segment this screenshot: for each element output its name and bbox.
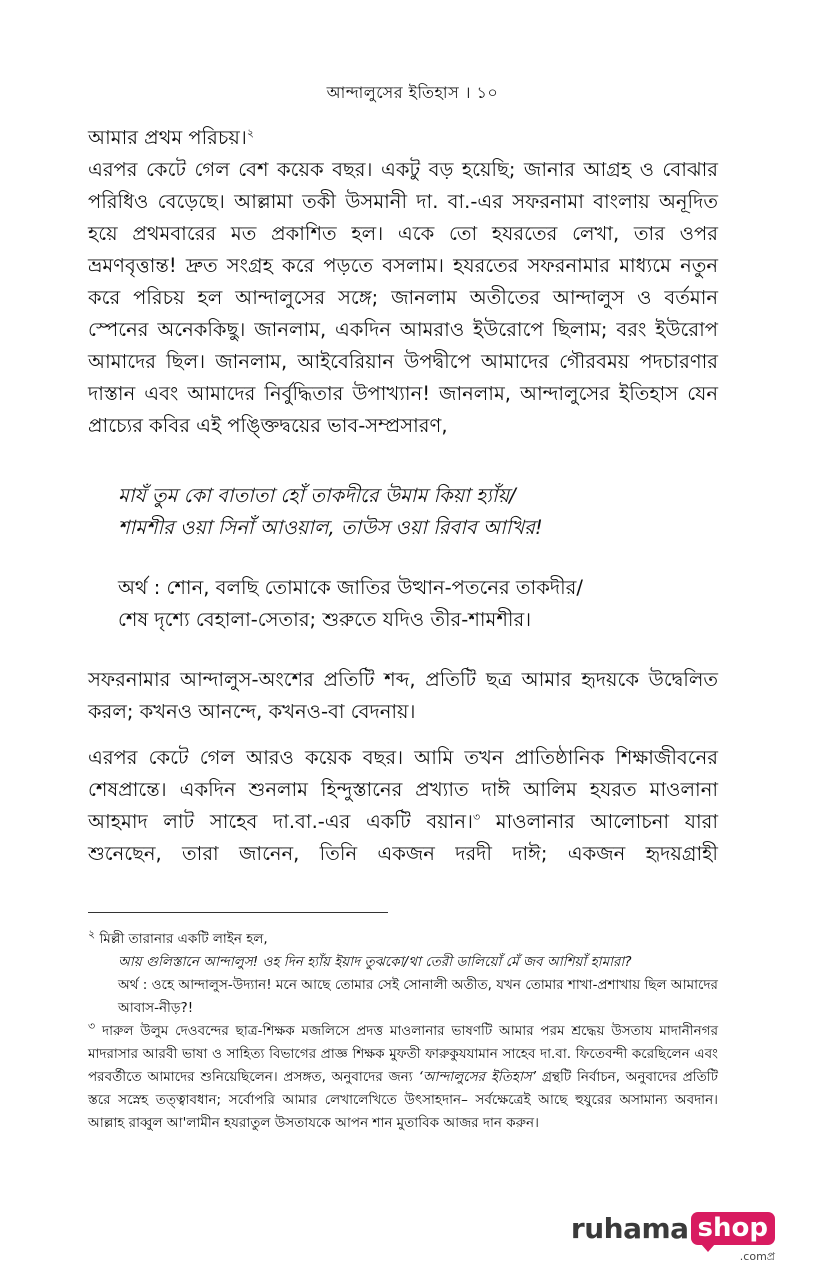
paragraph-safarnama: এরপর কেটে গেল বেশ কয়েক বছর। একটু বড় হয়েছি; জানার আগ্রহ ও বোঝার পরিধিও বেড়েছে। আল্লামা তকী উসমানী দা. বা.-এর সফরনামা বাংলায় অনূদিত হয়ে প্রথমবারের মত প্রকাশিত হল। একে তো হযরতের লেখা, তার ওপর ভ্রমণবৃত্তান্ত! দ্রুত সংগ্রহ করে পড়তে বসলাম। হযরতের সফরনামার মাধ্যমে নতুন করে পরিচয় হল আন্দালুসের সঙ্গে; জানলাম অতীতের আন্দালুস ও বর্তমান স্পেনের অনেককিছু। জানলাম, একদিন আমরাও ইউরোপে ছিলাম; বরং ইউরোপ আমাদের ছিল। জানলাম, আইবেরিয়ান উপদ্বীপে আমাদের গৌরবময় পদচারণার দাস্তান এবং আমাদের নির্বুদ্ধিতার উপাখ্যান! জানলাম, আন্দালুসের ইতিহাস যেন প্রাচ্যের কবির এই পঙ্ক্তিদ্বয়ের ভাব-সম্প্রসারণ, (88, 158, 718, 437)
footnote-2-translation: অর্থ : ওহে আন্দালুস-উদ্যান! মনে আছে তোমার সেই সোনালী অতীত, যখন তোমার শাখা-প্রশাখায় ছিল আমাদের আবাস-নীড়?! (118, 977, 718, 1016)
footnote-divider (88, 912, 388, 913)
verse-line-1: মাযঁ তুম কো বাতাতা হোঁ তাকদীরে উমাম কিয়া হ্যাঁয়/ (118, 484, 516, 507)
main-text (88, 122, 718, 870)
ruhamashop-logo (571, 1212, 775, 1262)
footnote-2-verse: আয় গুলিস্তানে আন্দালুস! ওহ দিন হ্যাঁয় ইয়াদ তুঝকো/থা তেরী ডালিয়োঁ মেঁ জব আশিয়াঁ হামারা? (118, 954, 632, 970)
translation-line-2: শেষ দৃশ্যে বেহালা-সেতার; শুরুতে যদিও তীর-শামশীর। (118, 608, 532, 631)
footnote-ref-2[interactable]: ২ (246, 126, 255, 140)
paragraph-text-cont: মাওলানার আলোচনা যারা শুনেছেন, তারা জানেন, তিনি একজন দরদী দাঈ; একজন হৃদয়গ্রাহী (88, 810, 718, 865)
footnote-3-text-cont: গ্রন্থটি নির্বাচন, অনুবাদের প্রতিটি স্তরে সস্নেহ তত্ত্বাবধান; সর্বোপরি আমার লেখালেখিতে উৎসাহদান– সর্বক্ষেত্রেই আছে হুযুরের অসামান্য অবদান। আল্লাহ রাব্বুল আ'লামীন হযরাতুল উসতাযকে আপন শান মুতাবিক আজর দান করুন। (88, 1069, 718, 1131)
logo-badge: shop (691, 1212, 775, 1245)
footnote-mark-3: ৩ (88, 1019, 96, 1033)
page-header: আন্দালুসের ইতিহাস । ১০ (326, 83, 499, 102)
footnote-3-text: দারুল উলুম দেওবন্দের ছাত্র-শিক্ষক মজলিসে প্রদত্ত মাওলানার ভাষণটি আমার পরম শ্রদ্ধেয় উসতায মাদানীনগর মাদরাসার আরবী ভাষা ও সাহিত্য বিভাগের প্রাজ্ঞ শিক্ষক মুফতী ফারুকুযযামান সাহেব দা.বা. ফিতেবন্দী করেছিলেন এবং পরবর্তীতে আমাদের শুনিয়েছিলেন। প্রসঙ্গত, অনুবাদের জন্য (88, 1023, 718, 1085)
footnote-2 (88, 928, 718, 951)
paragraph-bayan (88, 742, 718, 870)
translation-line-1: অর্থ : শোন, বলছি তোমাকে জাতির উত্থান-পতনের তাকদীর/ (118, 576, 583, 599)
footnote-ref-3[interactable]: ৩ (472, 810, 481, 824)
paragraph-text: এরপর কেটে গেল আরও কয়েক বছর। আমি তখন প্রাতিষ্ঠানিক শিক্ষাজীবনের শেষপ্রান্তে। একদিন শুনলাম হিন্দুস্তানের প্রখ্যাত দাঈ আলিম হযরত মাওলানা আহমাদ লাট সাহেব দা.বা.-এর একটি বয়ান। (88, 746, 718, 833)
verse-line-2: শামশীর ওয়া সিনাঁ আওয়াল, তাউস ওয়া রিবাব আখির! (118, 516, 543, 539)
logo-domain: .comপ্র (739, 1250, 775, 1263)
paragraph-text: আমার প্রথম পরিচয়। (88, 126, 247, 149)
paragraph-impact: সফরনামার আন্দালুস-অংশের প্রতিটি শব্দ, প্রতিটি ছত্র আমার হৃদয়কে উদ্বেলিত করল; কখনও আনন্দে, কখনও-বা বেদনায়। (88, 668, 718, 723)
paragraph-intro (88, 122, 718, 154)
footnotes (88, 928, 718, 1135)
footnote-2-text: মিল্লী তারানার একটি লাইন হল, (95, 931, 268, 947)
footnote-3 (88, 1020, 718, 1135)
footnote-mark-2: ২ (88, 927, 96, 941)
footnote-3-book-title: ‘আন্দালুসের ইতিহাস’ (418, 1069, 537, 1085)
logo-wordmark: ruhama (570, 1212, 689, 1245)
